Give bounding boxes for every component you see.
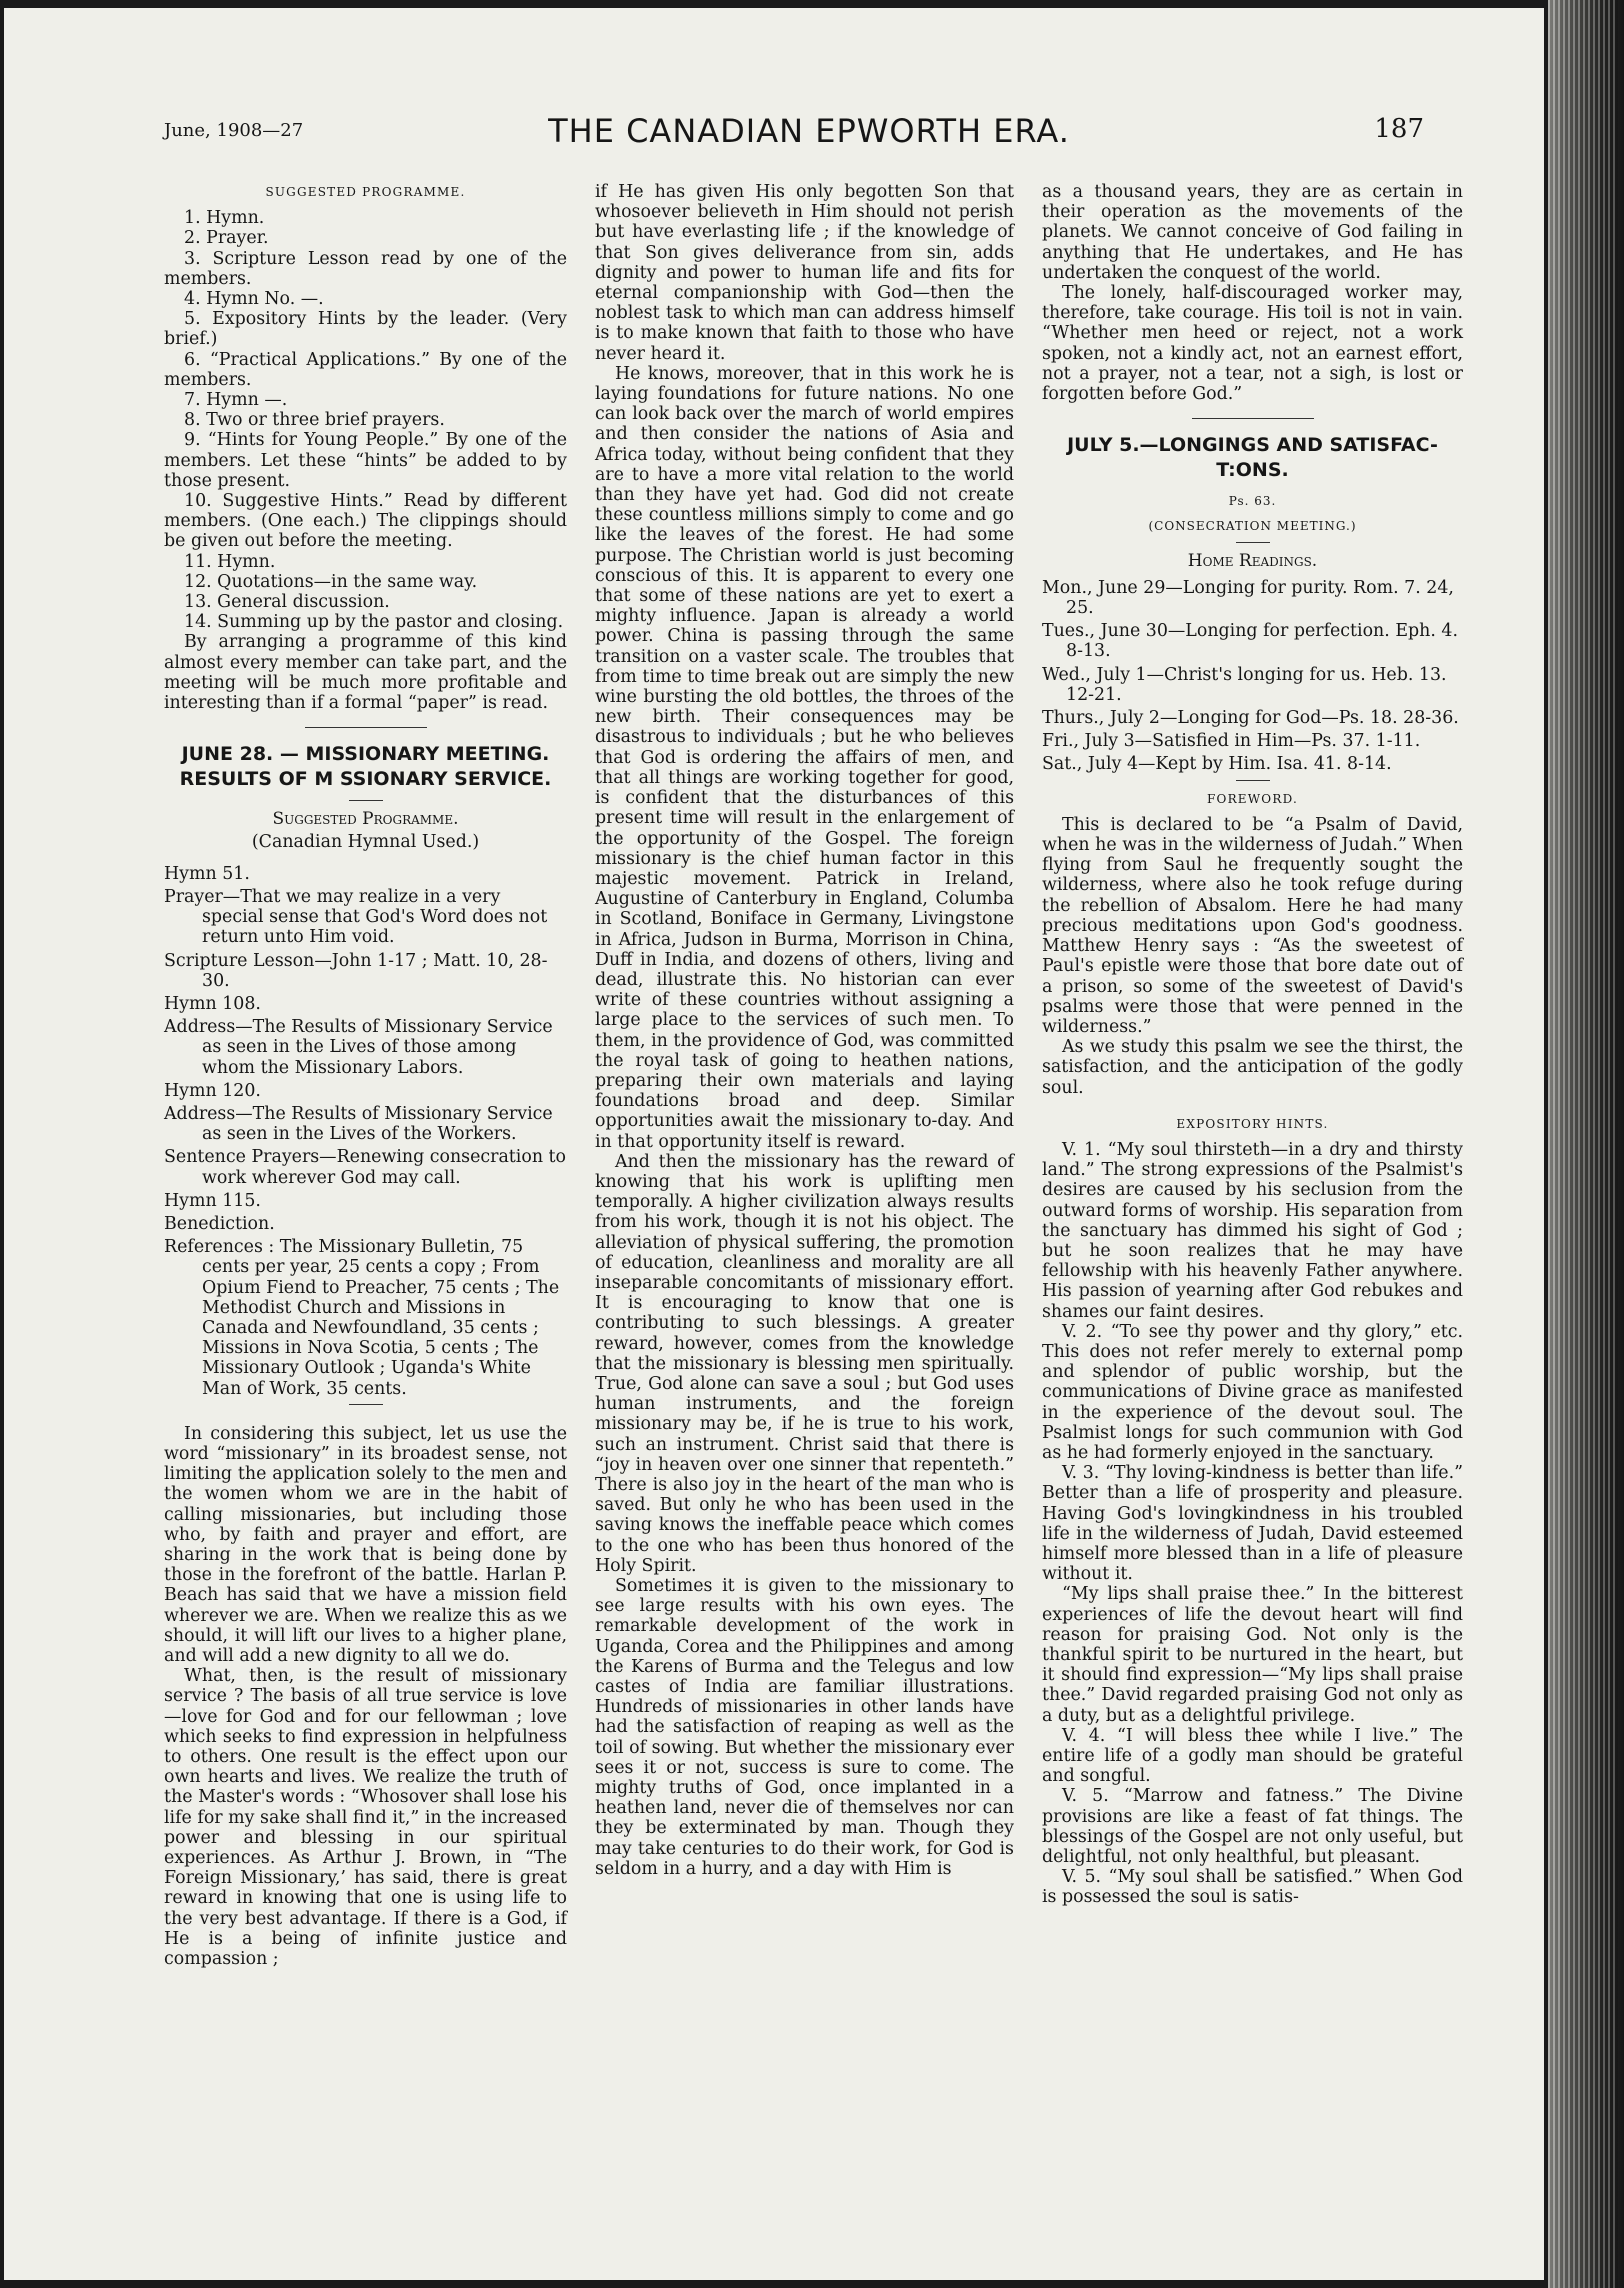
reading-item: Thurs., July 2—Longing for God—Ps. 18. 28-36.	[1042, 708, 1459, 729]
reading-item: Fri., July 3—Satisfied in Him—Ps. 37. 1-11.	[1042, 731, 1421, 752]
programme-item: 6. “Practical Applications.” By one of the members.	[164, 349, 567, 390]
body-paragraph: if He has given His only begotten Son that whosoever believeth in Him should not perish but have everlasting life ; if the knowledge of that Son gives deliverance from sin, adds dignity and power to human life and fits for eternal companionship with God—then the noblest task to which man can address himself is to make known that faith to those who have never heard it.	[595, 182, 1014, 364]
section-title-line: JULY 5.—LONGINGS AND SATISFAC-	[1067, 434, 1438, 457]
column-1	[164, 182, 567, 1969]
programme-item: 11. Hymn.	[184, 551, 276, 572]
reading-item: Sat., July 4—Kept by Him. Isa. 41. 8-14.	[1042, 754, 1392, 775]
hint-paragraph: V. 3. “Thy loving-kindness is better than life.” Better than a life of prosperity and pleasure. Having God's lovingkindness in his troubled life in the wilderness of Judah, David esteemed himself more blessed than in a life of pleasure without it.	[1042, 1463, 1463, 1585]
suggested-programme-heading: Suggested Programme.	[272, 809, 459, 830]
column-2	[595, 182, 1014, 1879]
programme-item: 1. Hymn.	[184, 208, 265, 229]
hint-paragraph: V. 5. “Marrow and fatness.” The Divine provisions are like a feast of fat things. The blessings of the Gospel are not only useful, but delightful, not only healthful, but pleasant.	[1042, 1786, 1463, 1868]
programme-item: 14. Summing up by the pastor and closing.	[184, 612, 564, 633]
masthead-title: THE CANADIAN EPWORTH ERA.	[548, 112, 1070, 150]
expository-hints-heading: EXPOSITORY HINTS.	[1176, 1116, 1329, 1131]
section-title	[1042, 433, 1463, 483]
programme-entry: Address—The Results of Missionary Service as seen in the Lives of the Workers.	[164, 1103, 553, 1145]
section-divider	[305, 727, 427, 728]
hint-paragraph: V. 5. “My soul shall be satisfied.” When God is possessed the soul is satis-	[1042, 1867, 1463, 1908]
programme-item: 2. Prayer.	[184, 228, 269, 249]
hymnal-note: (Canadian Hymnal Used.)	[251, 832, 480, 853]
section-title-line: T:ONS.	[1216, 459, 1289, 482]
programme-item: 13. General discussion.	[184, 592, 390, 613]
body-paragraph: In considering this subject, let us use the word “missionary” in its broadest sense, not limiting the application solely to the men and the women whom we are in the habit of calling missionaries, but including those who, by faith and prayer and effort, are sharing in the work that is being done by those in the forefront of the battle. Harlan P. Beach has said that we have a mission field wherever we are. When we realize this as we should, it will lift our lives to a higher plane, and will add a new dignity to all we do.	[164, 1423, 567, 1666]
page-number: 187	[1374, 114, 1424, 144]
programme-item: 4. Hymn No. —.	[184, 289, 324, 310]
body-paragraph: This is declared to be “a Psalm of David, when he was in the wilderness of Judah.” When flying from Saul he frequently sought the wilderness, where also he took refuge during the rebellion of Absalom. Here he had many precious meditations upon God's goodness. Matthew Henry says : “As the sweetest of Paul's epistle were those that bore date out of a prison, so some of the sweetest of David's psalms were those that were penned in the wilderness.”	[1042, 814, 1463, 1037]
body-paragraph: as a thousand years, they are as certain in their operation as the movements of the planets. We cannot conceive of God failing in anything that He undertakes, and He has undertaken the conquest of the world.	[1042, 182, 1463, 283]
short-divider	[1236, 542, 1270, 543]
june28-programme	[164, 864, 567, 1399]
body-paragraph: What, then, is the result of missionary service ? The basis of all true service is love—love for God and for our fellowman ; love which seeks to find expression in helpfulness to others. One result is the effect upon our own hearts and lives. We realize the truth of the Master's words : “Whosover shall lose his life for my sake shall find it,” in the increased power and blessing in our spiritual experiences. As Arthur J. Brown, in “The Foreign Missionary,’ has said, there is great reward in knowing that one is using life to the very best advantage. If there is a God, if He is a being of infinite justice and compassion ;	[164, 1666, 567, 1970]
programme-entry: Hymn 120.	[164, 1080, 261, 1101]
body-paragraph: The lonely, half-discouraged worker may, therefore, take courage. His toil is not in vain. “Whether men heed or reject, not a work spoken, not a kindly act, not an earnest effort, not a prayer, not a tear, not a sigh, is lost or forgotten before God.”	[1042, 283, 1463, 405]
section-title	[164, 742, 567, 792]
programme-note: By arranging a programme of this kind almost every member can take part, and the meeting will be much more profitable and interesting than if a formal “paper” is read.	[164, 632, 567, 714]
hint-paragraph: V. 4. “I will bless thee while I live.” The entire life of a godly man should be grateful and songful.	[1042, 1725, 1463, 1787]
programme-item: 7. Hymn —.	[184, 390, 288, 411]
programme-entry: Benediction.	[164, 1213, 275, 1234]
body-paragraph: And then the missionary has the reward of knowing that his work is uplifting men temporally. A higher civilization always results from his work, though it is not his object. The alleviation of physical suffering, the promotion of education, cleanliness and morality are all inseparable concomitants of missionary effort. It is encouraging to know that one is contributing to such blessings. A greater reward, however, comes from the knowledge that the missionary is blessing men spiritually. True, God alone can save a soul ; but God uses human instruments, and the foreign missionary may be, if he is true to his work, such an instrument. Christ said that there is “joy in heaven over one sinner that repenteth.” There is also joy in the heart of the man who is saved. But only he who has been used in the saving knows the ineffable peace which comes to the one who has been thus honored of the Holy Spirit.	[595, 1151, 1014, 1576]
foreword-heading: FOREWORD.	[1207, 791, 1298, 806]
psalm-reference: Ps. 63.	[1228, 494, 1277, 509]
body-paragraph: Sometimes it is given to the missionary to see large results with his own eyes. The remarkable development of the work in Uganda, Corea and the Philippines and among the Karens of Burma and the Telegus and low castes of India are familiar illustrations. Hundreds of missionaries in other lands have had the satisfaction of reaping as well as the toil of sowing. But whether the missionary ever sees it or not, success is sure to come. The mighty truths of God, once implanted in a heathen land, never die of themselves nor can they be exterminated by man. Though they may take centuries to do their work, for God is seldom in a hurry, and a day with Him is	[595, 1576, 1014, 1879]
programme-entry: Scripture Lesson—John 1-17 ; Matt. 10, 28-30.	[164, 950, 548, 991]
short-divider	[349, 800, 383, 801]
meeting-type: (CONSECRATION MEETING.)	[1148, 519, 1357, 534]
programme-entry: Sentence Prayers—Renewing consecration to work wherever God may call.	[164, 1147, 567, 1188]
programme-list	[164, 208, 567, 632]
column-3	[1042, 182, 1463, 1908]
reading-item: Mon., June 29—Longing for purity. Rom. 7. 24, 25.	[1042, 577, 1454, 619]
programme-item: 8. Two or three brief prayers.	[184, 410, 445, 431]
newspaper-page	[4, 8, 1544, 2280]
home-readings-list	[1042, 578, 1463, 775]
programme-entry: Hymn 51.	[164, 863, 250, 884]
hint-paragraph: V. 2. “To see thy power and thy glory,” etc. This does not refer merely to external pomp and splendor of public worship, but the communications of Divine grace as manifested in the experience of the devout soul. The Psalmist longs for such communion with God as he had formerly enjoyed in the sanctuary.	[1042, 1321, 1463, 1463]
section-title-line: JUNE 28. — MISSIONARY MEETING.	[181, 743, 550, 766]
programme-entry: Hymn 108.	[164, 993, 261, 1014]
programme-entry: References : The Missionary Bulletin, 75 cents per year, 25 cents a copy ; From Opium Fiend to Preacher, 75 cents ; The Methodist Church and Missions in Canada and Newfoundland, 35 cents ; Missions in Nova Scotia, 5 cents ; The Missionary Outlook ; Uganda's White Man of Work, 35 cents.	[164, 1237, 560, 1399]
programme-entry: Hymn 115.	[164, 1190, 261, 1211]
section-divider	[1192, 418, 1314, 419]
reading-item: Wed., July 1—Christ's longing for us. Heb. 13. 12-21.	[1042, 664, 1447, 705]
programme-entry: Prayer—That we may realize in a very special sense that God's Word does not return unto Him void.	[164, 886, 548, 948]
programme-heading: SUGGESTED PROGRAMME.	[265, 185, 466, 199]
home-readings-heading: Home Readings.	[1187, 550, 1318, 571]
programme-item: 9. “Hints for Young People.” By one of the members. Let these “hints” be added to by those present.	[164, 430, 567, 491]
short-divider	[349, 1404, 383, 1405]
reading-item: Tues., June 30—Longing for perfection. Eph. 4. 8-13.	[1042, 621, 1458, 662]
hint-paragraph: V. 1. “My soul thirsteth—in a dry and thirsty land.” The strong expressions of the Psalmist's desires are caused by his seclusion from the outward forms of worship. His separation from the sanctuary has dimmed his sight of God ; but he soon realizes that he may have fellowship with his heavenly Father anywhere. His passion of yearning after God rebukes and shames our faint desires.	[1042, 1139, 1463, 1322]
issue-date: June, 1908—27	[164, 120, 304, 141]
programme-item: 3. Scripture Lesson read by one of the members.	[164, 248, 567, 289]
programme-item: 5. Expository Hints by the leader. (Very brief.)	[164, 309, 567, 350]
programme-item: 12. Quotations—in the same way.	[184, 571, 478, 592]
hint-paragraph: “My lips shall praise thee.” In the bitterest experiences of life the devout heart will find reason for praising God. Not only is the thankful spirit to be nurtured in the heart, but it should find expression—“My lips shall praise thee.” David regarded praising God not only as a duty, but as a delightful privilege.	[1042, 1584, 1463, 1726]
programme-item: 10. Suggestive Hints.” Read by different members. (One each.) The clippings should be given out before the meeting.	[164, 491, 567, 552]
body-paragraph: As we study this psalm we see the thirst, the satisfaction, and the anticipation of the godly soul.	[1042, 1037, 1463, 1098]
body-paragraph: He knows, moreover, that in this work he is laying foundations for future nations. No one can look back over the march of world empires and then consider the nations of Asia and Africa today, without being confident that they are to have a more vital relation to the world than they have yet had. God did not create these countless millions simply to come and go like the leaves of the forest. He had some purpose. The Christian world is just becoming conscious of this. It is apparent to every one that some of these nations are yet to exert a mighty influence. Japan is already a world power. China is passing through the same transition on a vaster scale. The troubles that from time to time break out are simply the new wine bursting the old bottles, the throes of the new birth. Their consequences may be disastrous to individuals ; but he who believes that God is ordering the affairs of men, and that all things are working together for good, is confident that the disturbances of this present time will result in the enlargement of the opportunity of the Gospel. The foreign missionary is the chief human factor in this majestic movement. Patrick in Ireland, Augustine of Canterbury in England, Columba in Scotland, Boniface in Germany, Livingstone in Africa, Judson in Burma, Morrison in China, Duff in India, and dozens of others, living and dead, illustrate this. No historian can ever write of these countries without assigning a large place to the services of such men. To them, in the providence of God, was committed the royal task of going to heathen nations, preparing their own materials and laying foundations broad and deep. Similar opportunities await the missionary to-day. And in that opportunity itself is reward.	[595, 363, 1014, 1152]
programme-entry: Address—The Results of Missionary Service as seen in the Lives of those among whom the Missionary Labors.	[164, 1017, 553, 1078]
short-divider	[1236, 780, 1270, 781]
page-header	[164, 112, 1454, 162]
section-title-line: RESULTS OF M SSIONARY SERVICE.	[179, 768, 552, 791]
book-spine-edge	[1548, 0, 1624, 2288]
